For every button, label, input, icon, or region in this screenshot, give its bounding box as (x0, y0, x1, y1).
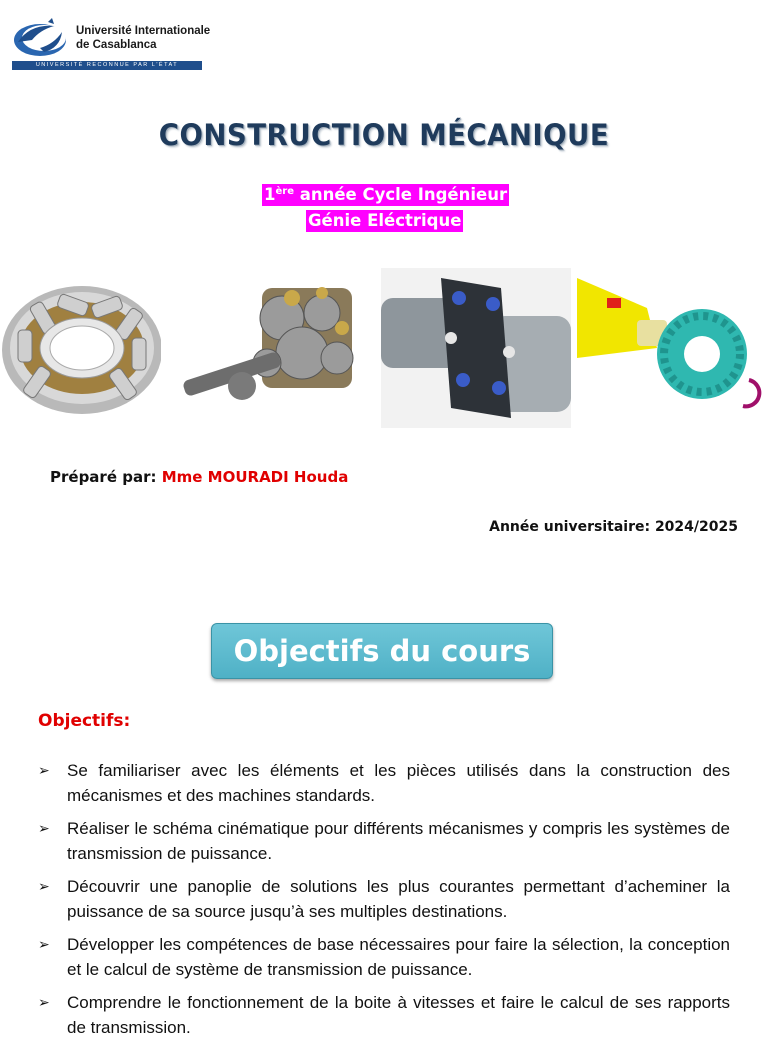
objective-item (38, 874, 730, 924)
subtitle-line2: Génie Eléctrique (308, 211, 462, 230)
prepared-by-label: Préparé par: (50, 468, 162, 486)
coupling-image (381, 268, 571, 428)
objective-text: Comprendre le fonctionnement de la boite à vitesses et faire le calcul de ses rapports de transmission. (67, 993, 730, 1037)
subtitle-ordinal-suffix: ère (275, 186, 294, 197)
arrow-bullet-icon: ➢ (38, 878, 50, 894)
university-logo (10, 16, 211, 74)
prepared-by (50, 468, 348, 486)
objective-text: Développer les compétences de base nécessaires pour faire la sélection, la conception et le calcul de système de transmission de puissance. (67, 935, 730, 979)
subtitle-program: année Cycle Ingénieur (293, 185, 508, 204)
objective-text: Réaliser le schéma cinématique pour différents mécanismes y compris les systèmes de transmission de puissance. (67, 819, 730, 863)
logo-name-line1: Université Internationale (76, 25, 211, 37)
academic-year: Année universitaire: 2024/2025 (489, 519, 738, 535)
logo-tagline: UNIVERSITÉ RECONNUE PAR L'ÉTAT (12, 61, 202, 70)
objective-text: Se familiariser avec les éléments et les pièces utilisés dans la construction des mécanismes et des machines standards. (67, 761, 730, 805)
arrow-bullet-icon: ➢ (38, 762, 50, 778)
objectives-list (38, 758, 730, 1048)
objective-item (38, 816, 730, 866)
objective-item (38, 990, 730, 1040)
objective-item (38, 758, 730, 808)
gearbox-icon (172, 268, 373, 428)
subtitle-line1 (262, 184, 509, 206)
shaft-gear-icon (577, 268, 768, 428)
arrow-bullet-icon: ➢ (38, 936, 50, 952)
objectives-heading: Objectifs: (38, 711, 131, 731)
coupling-icon (381, 268, 571, 428)
subtitle-ordinal: 1 (264, 185, 276, 204)
bearing-image (0, 268, 161, 428)
shaft-gear-image (577, 268, 768, 428)
document-title: CONSTRUCTION MÉCANIQUE (158, 118, 610, 152)
bearing-icon (0, 268, 161, 428)
objectives-banner: Objectifs du cours (211, 623, 553, 679)
arrow-bullet-icon: ➢ (38, 820, 50, 836)
globe-logo-icon (10, 18, 74, 58)
author-name: Mme MOURADI Houda (161, 468, 349, 486)
objective-text: Découvrir une panoplie de solutions les plus courantes permettant d’acheminer la puissance de sa source jusqu’à ses multiples destinations. (67, 877, 730, 921)
gearbox-image (172, 268, 373, 428)
arrow-bullet-icon: ➢ (38, 994, 50, 1010)
logo-name-line2: de Casablanca (76, 39, 157, 51)
objective-item (38, 932, 730, 982)
